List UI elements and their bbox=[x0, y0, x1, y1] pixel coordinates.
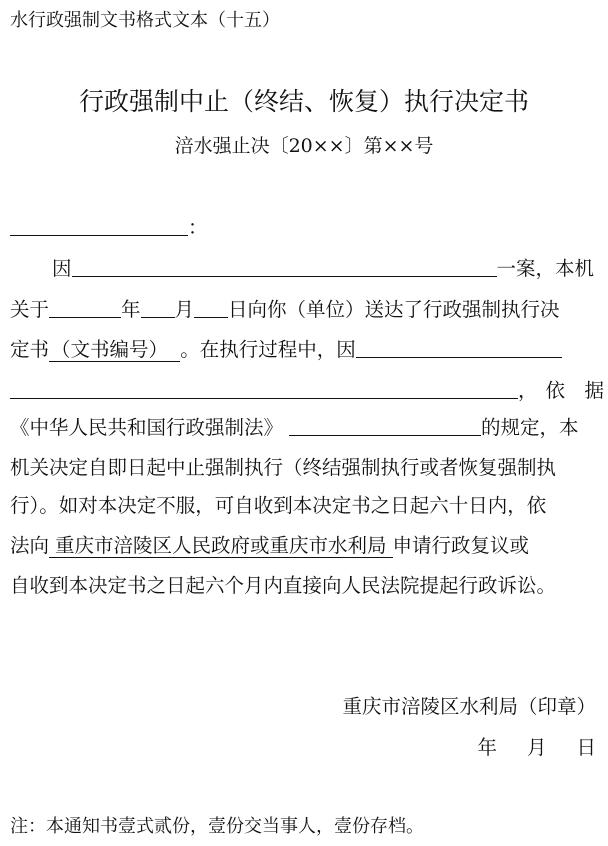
article-blank bbox=[289, 415, 481, 436]
year-blank bbox=[49, 297, 121, 318]
text: 一案，本机 bbox=[496, 257, 595, 280]
date-month: 月 bbox=[526, 736, 547, 759]
text: 月 bbox=[174, 298, 195, 321]
text: 。在执行过程中，因 bbox=[180, 338, 356, 361]
body-line-6 bbox=[10, 412, 579, 440]
addressee-blank bbox=[10, 215, 188, 236]
body-line-10: 自收到本决定书之日起六个月内直接向人民法院提起行政诉讼。 bbox=[10, 574, 557, 597]
reason-blank-cont bbox=[10, 378, 518, 399]
day-blank bbox=[194, 297, 228, 318]
body-line-4 bbox=[10, 334, 562, 362]
text: 关于 bbox=[10, 298, 50, 321]
case-blank bbox=[72, 256, 497, 277]
text: ， bbox=[518, 379, 538, 402]
text: 申请行政复议或 bbox=[392, 534, 530, 557]
document-number-field: （文书编号） bbox=[49, 338, 180, 362]
law-name: 《中华人民共和国行政强制法》 bbox=[10, 416, 284, 439]
body-line-3 bbox=[10, 294, 560, 322]
body-line-9 bbox=[10, 530, 529, 558]
issue-date bbox=[477, 732, 596, 760]
reason-blank bbox=[356, 337, 562, 358]
date-day: 日 bbox=[576, 736, 596, 759]
addressee-line bbox=[10, 212, 208, 240]
addressee-colon: ： bbox=[188, 216, 208, 239]
date-year: 年 bbox=[477, 736, 497, 759]
text: 因 bbox=[52, 257, 72, 280]
body-line-8: 行）。如对本决定不服，可自收到本决定书之日起六十日内，依 bbox=[10, 494, 547, 517]
text: 法向 bbox=[10, 534, 50, 557]
issuer-signature: 重庆市涪陵区水利局（印章） bbox=[342, 695, 596, 718]
body-line-2 bbox=[52, 253, 594, 281]
text: 的规定，本 bbox=[481, 416, 579, 439]
document-title: 行政强制中止（终结、恢复）执行决定书 bbox=[78, 87, 529, 116]
review-authority-field: 重庆市涪陵区人民政府或重庆市水利局 bbox=[49, 534, 393, 558]
body-line-5 bbox=[10, 375, 604, 403]
text: 日向你（单位）送达了行政强制执行决 bbox=[228, 298, 560, 321]
body-line-7: 机关决定自即日起中止强制执行（终结强制执行或者恢复强制执 bbox=[10, 456, 557, 479]
text: 年 bbox=[121, 298, 141, 321]
month-blank bbox=[141, 297, 175, 318]
text: 定书 bbox=[10, 338, 50, 361]
footnote: 注：本通知书壹式贰份，壹份交当事人，壹份存档。 bbox=[10, 816, 424, 837]
header-label: 水行政强制文书格式文本（十五） bbox=[10, 10, 280, 31]
text: 依 据 bbox=[545, 379, 605, 402]
document-number: 涪水强止决〔20××〕第××号 bbox=[174, 135, 434, 157]
